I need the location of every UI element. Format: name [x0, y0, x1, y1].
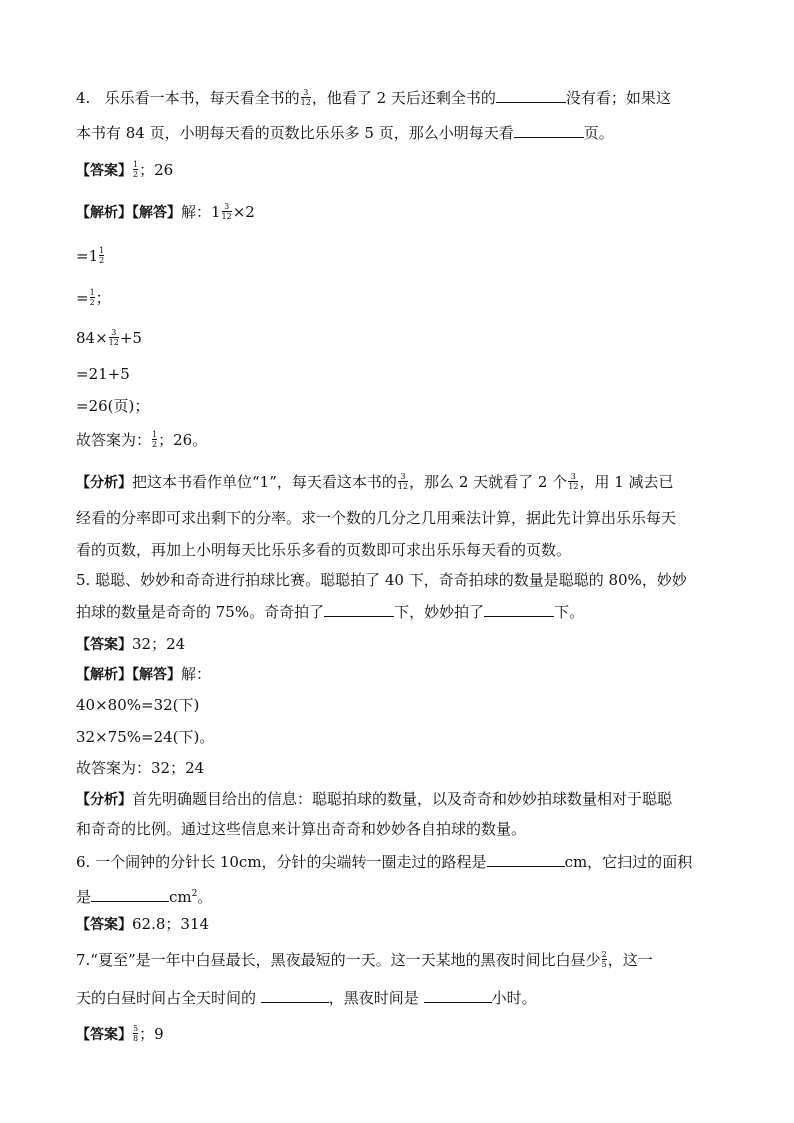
q4-analysis-line: 看的页数，再加上小明每天比乐乐多看的页数即可求出乐乐每天看的页数。	[76, 541, 572, 559]
answer-blank[interactable]	[261, 988, 329, 1003]
q4-step: 84× $\frac{3}{12}$ +5	[76, 327, 142, 347]
q6-line2: 是 $cm^2$。	[76, 888, 213, 906]
fraction: $\frac{3}{12}$	[568, 471, 579, 491]
q5-step: 32×75%=24(下)。	[76, 728, 215, 746]
fraction: $\frac{1}{2}$	[99, 245, 105, 265]
q4-step: =21+5	[76, 365, 130, 383]
fraction: $\frac{1}{2}$	[152, 429, 158, 449]
answer-blank[interactable]	[514, 123, 584, 138]
answer-label: 【答案】	[76, 637, 132, 653]
solution-label: 【解析】【解答】	[76, 667, 181, 683]
fraction: $\frac{5}{8}$	[133, 1023, 139, 1043]
q5-line1: 5. 聪聪、妙妙和奇奇进行拍球比赛。聪聪拍了 40 下，奇奇拍球的数量是聪聪的 80%，妙妙	[76, 571, 687, 589]
answer-label: 【答案】	[76, 917, 132, 933]
answer-blank[interactable]	[324, 602, 394, 617]
q6-line1: 6. 一个闹钟的分针长 10cm，分针的尖端转一圈走过的路程是 cm，它扫过的面积	[76, 853, 693, 871]
q4-analysis-line: 经看的分率即可求出剩下的分率。求一个数的几分之几用乘法计算，据此先计算出乐乐每天	[76, 509, 677, 527]
fraction: $\frac{3}{12}$	[300, 87, 311, 107]
answer-label: 【答案】	[76, 1027, 132, 1043]
analysis-label: 【分析】	[76, 475, 132, 491]
answer-blank[interactable]	[91, 887, 169, 902]
q7-line1: 7.“夏至”是一年中白昼最长，黑夜最短的一天。这一天某地的黑夜时间比白昼少 $\frac{2}{5}$ ，这一	[76, 949, 653, 969]
fraction: $\frac{1}{2}$	[133, 159, 139, 179]
fraction: $\frac{2}{5}$	[601, 949, 607, 969]
q5-final-answer: 故答案为：32；24	[76, 759, 205, 777]
q7-answer: 【答案】 $\frac{5}{8}$ ；9	[76, 1023, 164, 1043]
q5-solution: 【解析】【解答】解：	[76, 665, 212, 683]
q5-step: 40×80%=32(下)	[76, 696, 200, 714]
analysis-label: 【分析】	[76, 792, 132, 808]
q4-final-answer: 故答案为： $\frac{1}{2}$ ；26。	[76, 429, 208, 449]
q4-step: = $\frac{1}{2}$ ；	[76, 287, 111, 307]
q5-analysis-line: 和奇奇的比例。通过这些信息来计算出奇奇和妙妙各自拍球的数量。	[76, 820, 527, 838]
answer-blank[interactable]	[484, 602, 554, 617]
solution-label: 【解析】【解答】	[76, 205, 181, 221]
q4-solution: 【解析】【解答】解：1 $\frac{3}{12}$ ×2	[76, 201, 255, 221]
fraction: $\frac{3}{12}$	[397, 471, 409, 491]
q4-analysis: 【分析】把这本书看作单位“1”，每天看这本书的 $\frac{3}{12}$ ，那么 2 天就看了 2 个 $\frac{3}{12}$ ，用 1 减去已	[76, 471, 674, 491]
q5-line2: 拍球的数量是奇奇的 75%。奇奇拍了 下，妙妙拍了 下。	[76, 603, 585, 621]
answer-blank[interactable]	[424, 988, 492, 1003]
q5-answer: 【答案】32；24	[76, 635, 186, 653]
q5-analysis: 【分析】首先明确题目给出的信息：聪聪拍球的数量，以及奇奇和妙妙拍球数量相对于聪聪	[76, 790, 673, 808]
answer-blank[interactable]	[487, 852, 565, 867]
q4-answer: 【答案】 $\frac{1}{2}$ ；26	[76, 159, 174, 179]
q4-step: =1 $\frac{1}{2}$	[76, 245, 105, 265]
fraction: $\frac{1}{2}$	[89, 287, 95, 307]
q4-step: =26(页)；	[76, 397, 150, 415]
answer-label: 【答案】	[76, 163, 132, 179]
answer-blank[interactable]	[496, 88, 566, 103]
fraction: $\frac{3}{12}$	[221, 201, 232, 221]
q4-line1: 4. 乐乐看一本书，每天看全书的 $\frac{3}{12}$ ，他看了 2 天后还剩全书的 没有看；如果这	[76, 87, 671, 107]
q4-number: 4.	[76, 89, 91, 107]
q6-answer: 【答案】62.8；314	[76, 915, 210, 933]
q7-line2: 天的白昼时间占全天时间的 ，黑夜时间是 小时。	[76, 989, 537, 1007]
fraction: $\frac{3}{12}$	[108, 327, 119, 347]
q4-line2: 本书有 84 页，小明每天看的页数比乐乐多 5 页，那么小明每天看 页。	[76, 124, 614, 142]
